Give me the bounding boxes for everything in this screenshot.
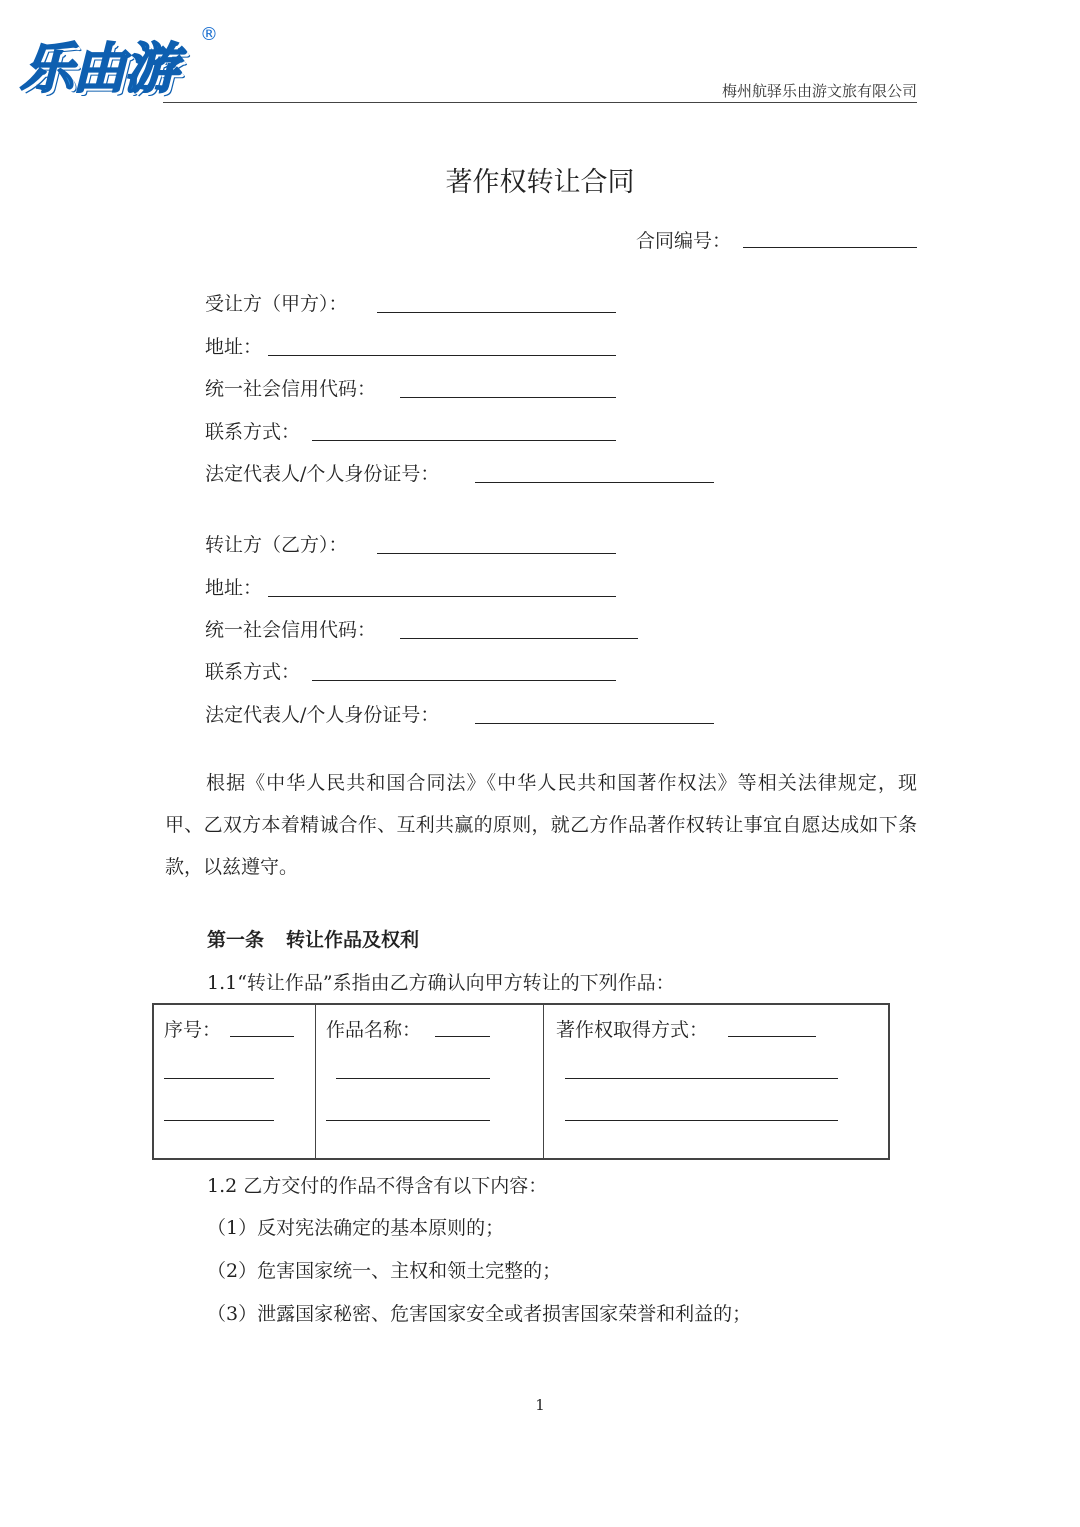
party-a-contact-label: 联系方式：	[205, 421, 301, 443]
document-title: 著作权转让合同	[445, 167, 635, 198]
acquisition-blank-2	[565, 1078, 838, 1079]
party-b-credit-code-blank	[400, 638, 638, 639]
party-b-address-blank	[268, 596, 616, 597]
party-a-credit-code-label: 统一社会信用代码：	[205, 378, 377, 400]
serial-blank-2	[164, 1078, 274, 1079]
col-work-name-label: 作品名称：	[326, 1019, 422, 1041]
party-a-contact-blank	[312, 440, 616, 441]
work-name-blank-2	[336, 1078, 490, 1079]
party-b-address-label: 地址：	[205, 577, 263, 599]
work-name-blank-1	[435, 1036, 490, 1037]
party-a-name-label: 受让方（甲方）：	[205, 293, 348, 315]
party-a-credit-code-blank	[400, 397, 616, 398]
company-name: 梅州航驿乐由游文旅有限公司	[721, 82, 917, 100]
party-b-id-blank	[475, 723, 714, 724]
works-table	[152, 1003, 890, 1160]
table-divider-2	[543, 1005, 544, 1158]
logo-text: 乐由游	[20, 37, 176, 100]
party-b-contact-label: 联系方式：	[205, 661, 301, 683]
table-divider-1	[315, 1005, 316, 1158]
party-b-credit-code-label: 统一社会信用代码：	[205, 619, 377, 641]
prohibited-item-2: （2）危害国家统一、主权和领土完整的；	[207, 1260, 562, 1282]
clause-1-1: 1.1“转让作品”系指由乙方确认向甲方转让的下列作品：	[207, 972, 675, 994]
registered-mark: ®	[200, 24, 218, 45]
party-b-name-blank	[377, 553, 616, 554]
prohibited-item-3: （3）泄露国家秘密、危害国家安全或者损害国家荣誉和利益的；	[207, 1303, 752, 1325]
serial-blank-1	[230, 1036, 294, 1037]
party-b-name-label: 转让方（乙方）：	[205, 534, 348, 556]
article-1-title: 转让作品及权利	[286, 929, 420, 951]
contract-number-blank	[743, 247, 917, 248]
article-1-heading	[207, 925, 419, 952]
party-a-name-blank	[377, 312, 616, 313]
work-name-blank-3	[326, 1120, 490, 1121]
contract-number-label: 合同编号：	[636, 230, 732, 252]
acquisition-blank-3	[565, 1120, 838, 1121]
party-a-address-blank	[268, 355, 616, 356]
party-b-id-label: 法定代表人/个人身份证号：	[205, 704, 440, 726]
page-number: 1	[535, 1396, 545, 1414]
acquisition-blank-1	[728, 1036, 816, 1037]
company-logo	[20, 26, 220, 98]
serial-blank-3	[164, 1120, 274, 1121]
party-a-id-blank	[475, 482, 714, 483]
col-serial-label: 序号：	[164, 1019, 222, 1041]
prohibited-item-1: （1）反对宪法确定的基本原则的；	[207, 1217, 505, 1239]
party-a-id-label: 法定代表人/个人身份证号：	[205, 463, 440, 485]
col-acquisition-label: 著作权取得方式：	[556, 1019, 709, 1041]
header-divider	[163, 102, 917, 103]
clause-1-2: 1.2 乙方交付的作品不得含有以下内容：	[207, 1175, 548, 1197]
preamble-paragraph	[165, 762, 917, 888]
preamble-text: 根据《中华人民共和国合同法》《中华人民共和国著作权法》等相关法律规定，现甲、乙双方本着精诚合作、互利共赢的原则，就乙方作品著作权转让事宜自愿达成如下条款，以兹遵守。	[165, 772, 917, 878]
party-a-address-label: 地址：	[205, 336, 263, 358]
article-1-number: 第一条	[207, 929, 265, 951]
party-b-contact-blank	[312, 680, 616, 681]
